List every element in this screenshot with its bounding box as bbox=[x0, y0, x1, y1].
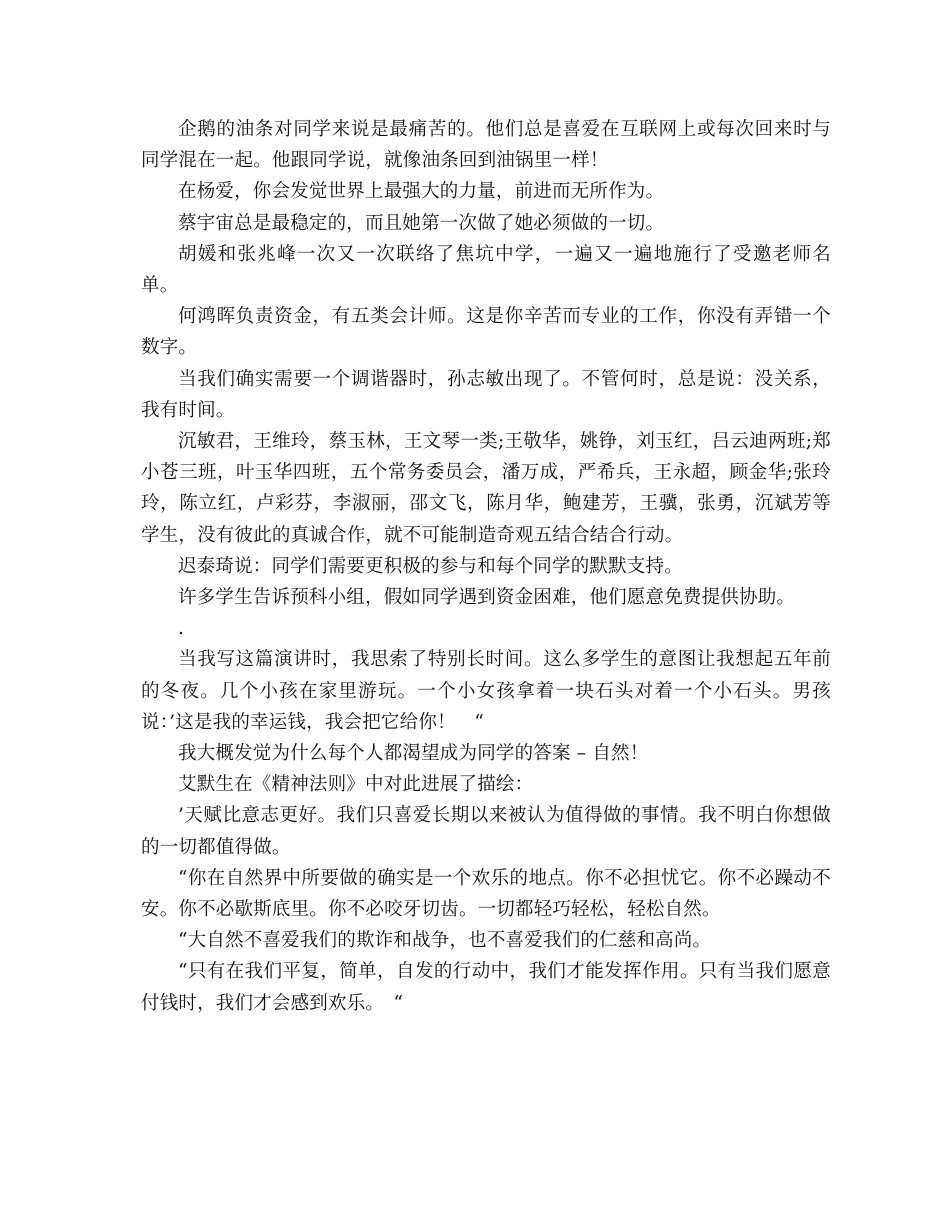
paragraph: 沉敏君，王维玲，蔡玉林，王文琴一类;王敬华，姚铮，刘玉红，吕云迪两班;郑小苍三班，叶玉华四班，五个常务委员会，潘万成，严希兵，王永超，顾金华;张玲玲，陈立红，卢彩芬，李淑丽，邵文飞，陈月华，鲍建芳，王骥，张勇，沉斌芳等学生，没有彼此的真诚合作，就不可能制造奇观五结合结合行动。 bbox=[141, 431, 831, 546]
paragraph: 蔡宇宙总是最稳定的，而且她第一次做了她必须做的一切。 bbox=[178, 212, 665, 234]
paragraph: 当我们确实需要一个调谐器时，孙志敏出现了。不管何时，总是说：没关系，我有时间。 bbox=[141, 368, 831, 421]
paragraph: “只有在我们平复，简单，自发的行动中，我们才能发挥作用。只有当我们愿意付钱时，我们才会感到欢乐。 “ bbox=[141, 961, 831, 1014]
paragraph: “大自然不喜爱我们的欺诈和战争，也不喜爱我们的仁慈和高尚。 bbox=[178, 930, 712, 952]
paragraph: 胡媛和张兆峰一次又一次联络了焦坑中学，一遍又一遍地施行了受邀老师名单。 bbox=[141, 243, 831, 297]
paragraph: 我大概发觉为什么每个人都渴望成为同学的答案 – 自然！ bbox=[178, 743, 649, 765]
document-body bbox=[141, 114, 831, 1019]
paragraph-separator-dot: . bbox=[178, 618, 185, 640]
paragraph: “你在自然界中所要做的确实是一个欢乐的地点。你不必担忧它。你不必躁动不安。你不必歇斯底里。你不必咬牙切齿。一切都轻巧轻松，轻松自然。 bbox=[141, 867, 831, 921]
paragraph: 迟泰琦说：同学们需要更积极的参与和每个同学的默默支持。 bbox=[178, 555, 683, 577]
paragraph: 艾默生在《精神法则》中对此进展了描绘： bbox=[178, 774, 534, 796]
paragraph: 许多学生告诉预科小组，假如同学遇到资金困难，他们愿意免费提供协助。 bbox=[178, 587, 796, 609]
paragraph: ’天赋比意志更好。我们只喜爱长期以来被认为值得做的事情。我不明白你想做的一切都值得做。 bbox=[141, 805, 831, 858]
paragraph: 何鸿晖负责资金，有五类会计师。这是你辛苦而专业的工作，你没有弄错一个数字。 bbox=[141, 306, 831, 359]
paragraph: 在杨爱，你会发觉世界上最强大的力量，前进而无所作为。 bbox=[178, 181, 665, 203]
paragraph: 当我写这篇演讲时，我思索了特别长时间。这么多学生的意图让我想起五年前的冬夜。几个小孩在家里游玩。一个小女孩拿着一块石头对着一个小石头。男孩说：’这是我的幸运钱，我会把它给你！ “ bbox=[141, 649, 831, 733]
paragraph: 企鹅的油条对同学来说是最痛苦的。他们总是喜爱在互联网上或每次回来时与同学混在一起。他跟同学说，就像油条回到油锅里一样！ bbox=[141, 119, 831, 172]
